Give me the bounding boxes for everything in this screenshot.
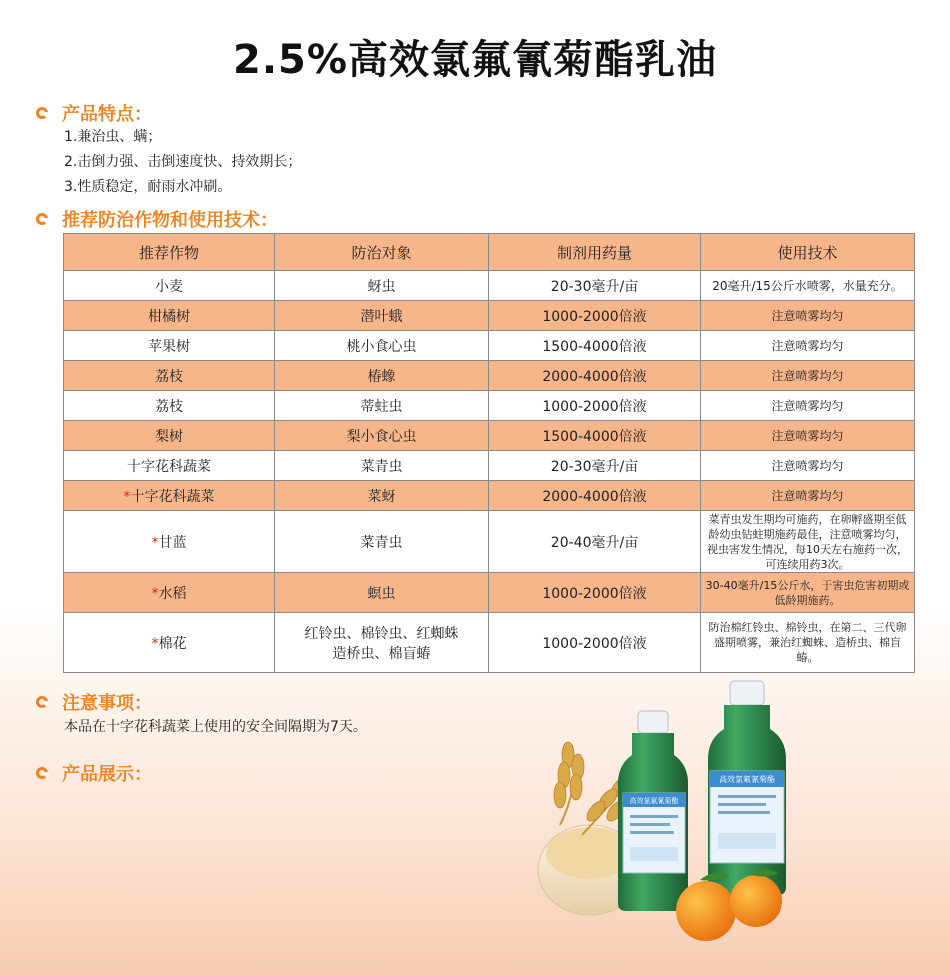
table-row bbox=[64, 391, 915, 421]
header-dose: 制剂用药量 bbox=[489, 234, 701, 271]
method-cell: 防治棉红铃虫、棉铃虫，在第二、三代卵盛期喷雾，兼治红蜘蛛、造桥虫、棉盲蝽。 bbox=[701, 613, 915, 673]
feature-item-3: 3.性质稳定，耐雨水冲刷。 bbox=[64, 179, 232, 195]
table-row bbox=[64, 421, 915, 451]
target-cell: 潜叶蛾 bbox=[275, 301, 489, 331]
header-target: 防治对象 bbox=[275, 234, 489, 271]
table-row bbox=[64, 451, 915, 481]
bullet-icon bbox=[36, 107, 48, 119]
notice-heading bbox=[36, 689, 152, 715]
dose-cell: 20-40毫升/亩 bbox=[489, 511, 701, 573]
dose-cell: 20-30毫升/亩 bbox=[489, 271, 701, 301]
notice-heading-text: 注意事项： bbox=[62, 693, 152, 714]
feature-item-2: 2.击倒力强、击倒速度快、持效期长； bbox=[64, 154, 302, 170]
dose-cell: 1000-2000倍液 bbox=[489, 391, 701, 421]
crop-cell: 荔枝 bbox=[64, 391, 275, 421]
method-cell: 菜青虫发生期均可施药，在卵孵盛期至低龄幼虫钻蛀期施药最佳，注意喷雾均匀，视虫害发生情况，每10天左右施药一次，可连续用药3次。 bbox=[701, 511, 915, 573]
header-crop: 推荐作物 bbox=[64, 234, 275, 271]
method-cell: 注意喷雾均匀 bbox=[701, 391, 915, 421]
crop-cell: *十字花科蔬菜 bbox=[64, 481, 275, 511]
table-row bbox=[64, 511, 915, 573]
crop-cell: 荔枝 bbox=[64, 361, 275, 391]
dose-cell: 1500-4000倍液 bbox=[489, 421, 701, 451]
svg-text:高效氯氟氰菊酯: 高效氯氟氰菊酯 bbox=[719, 775, 775, 784]
method-cell: 注意喷雾均匀 bbox=[701, 301, 915, 331]
table-row bbox=[64, 361, 915, 391]
svg-text:高效氯氟氰菊酯: 高效氯氟氰菊酯 bbox=[629, 797, 679, 805]
usage-table bbox=[63, 233, 915, 673]
crop-cell: *水稻 bbox=[64, 573, 275, 613]
table-row bbox=[64, 301, 915, 331]
dose-cell: 1000-2000倍液 bbox=[489, 573, 701, 613]
display-heading bbox=[36, 760, 152, 786]
method-cell: 30-40毫升/15公斤水，于害虫危害初期或低龄期施药。 bbox=[701, 573, 915, 613]
page-title: 2.5%高效氯氟氰菊酯乳油 bbox=[233, 37, 717, 83]
display-heading-text: 产品展示： bbox=[62, 764, 152, 785]
product-illustration bbox=[520, 675, 940, 975]
target-cell: 蒂蛀虫 bbox=[275, 391, 489, 421]
target-cell: 菜青虫 bbox=[275, 451, 489, 481]
table-header-row bbox=[64, 234, 915, 271]
dose-cell: 1000-2000倍液 bbox=[489, 301, 701, 331]
table-row bbox=[64, 613, 915, 673]
target-cell: 螟虫 bbox=[275, 573, 489, 613]
target-cell: 蚜虫 bbox=[275, 271, 489, 301]
crop-cell: 十字花科蔬菜 bbox=[64, 451, 275, 481]
target-cell: 菜青虫 bbox=[275, 511, 489, 573]
dose-cell: 2000-4000倍液 bbox=[489, 361, 701, 391]
target-cell: 梨小食心虫 bbox=[275, 421, 489, 451]
table-row bbox=[64, 481, 915, 511]
method-cell: 20毫升/15公斤水喷雾，水量充分。 bbox=[701, 271, 915, 301]
crop-cell: 柑橘树 bbox=[64, 301, 275, 331]
bullet-icon bbox=[36, 213, 48, 225]
target-cell: 椿蟓 bbox=[275, 361, 489, 391]
feature-item-1: 1.兼治虫、螨； bbox=[64, 129, 162, 145]
features-heading bbox=[36, 100, 152, 126]
method-cell: 注意喷雾均匀 bbox=[701, 331, 915, 361]
crop-cell: *棉花 bbox=[64, 613, 275, 673]
dose-cell: 1000-2000倍液 bbox=[489, 613, 701, 673]
table-row bbox=[64, 271, 915, 301]
crop-cell: 苹果树 bbox=[64, 331, 275, 361]
target-cell: 菜蚜 bbox=[275, 481, 489, 511]
crop-cell: 小麦 bbox=[64, 271, 275, 301]
recommend-heading-text: 推荐防治作物和使用技术： bbox=[62, 210, 278, 231]
table-row bbox=[64, 573, 915, 613]
bottle-large bbox=[708, 681, 786, 895]
notice-text: 本品在十字花科蔬菜上使用的安全间隔期为7天。 bbox=[64, 719, 367, 735]
recommend-heading bbox=[36, 206, 278, 232]
bullet-icon bbox=[36, 696, 48, 708]
table-row bbox=[64, 331, 915, 361]
method-cell: 注意喷雾均匀 bbox=[701, 451, 915, 481]
target-cell: 桃小食心虫 bbox=[275, 331, 489, 361]
target-cell: 红铃虫、棉铃虫、红蜘蛛造桥虫、棉盲蝽 bbox=[275, 613, 489, 673]
dose-cell: 1500-4000倍液 bbox=[489, 331, 701, 361]
features-heading-text: 产品特点： bbox=[62, 104, 152, 125]
bullet-icon bbox=[36, 767, 48, 779]
crop-cell: 梨树 bbox=[64, 421, 275, 451]
dose-cell: 20-30毫升/亩 bbox=[489, 451, 701, 481]
dose-cell: 2000-4000倍液 bbox=[489, 481, 701, 511]
header-method: 使用技术 bbox=[701, 234, 915, 271]
method-cell: 注意喷雾均匀 bbox=[701, 481, 915, 511]
method-cell: 注意喷雾均匀 bbox=[701, 361, 915, 391]
method-cell: 注意喷雾均匀 bbox=[701, 421, 915, 451]
crop-cell: *甘蓝 bbox=[64, 511, 275, 573]
bottle-small bbox=[618, 711, 688, 911]
